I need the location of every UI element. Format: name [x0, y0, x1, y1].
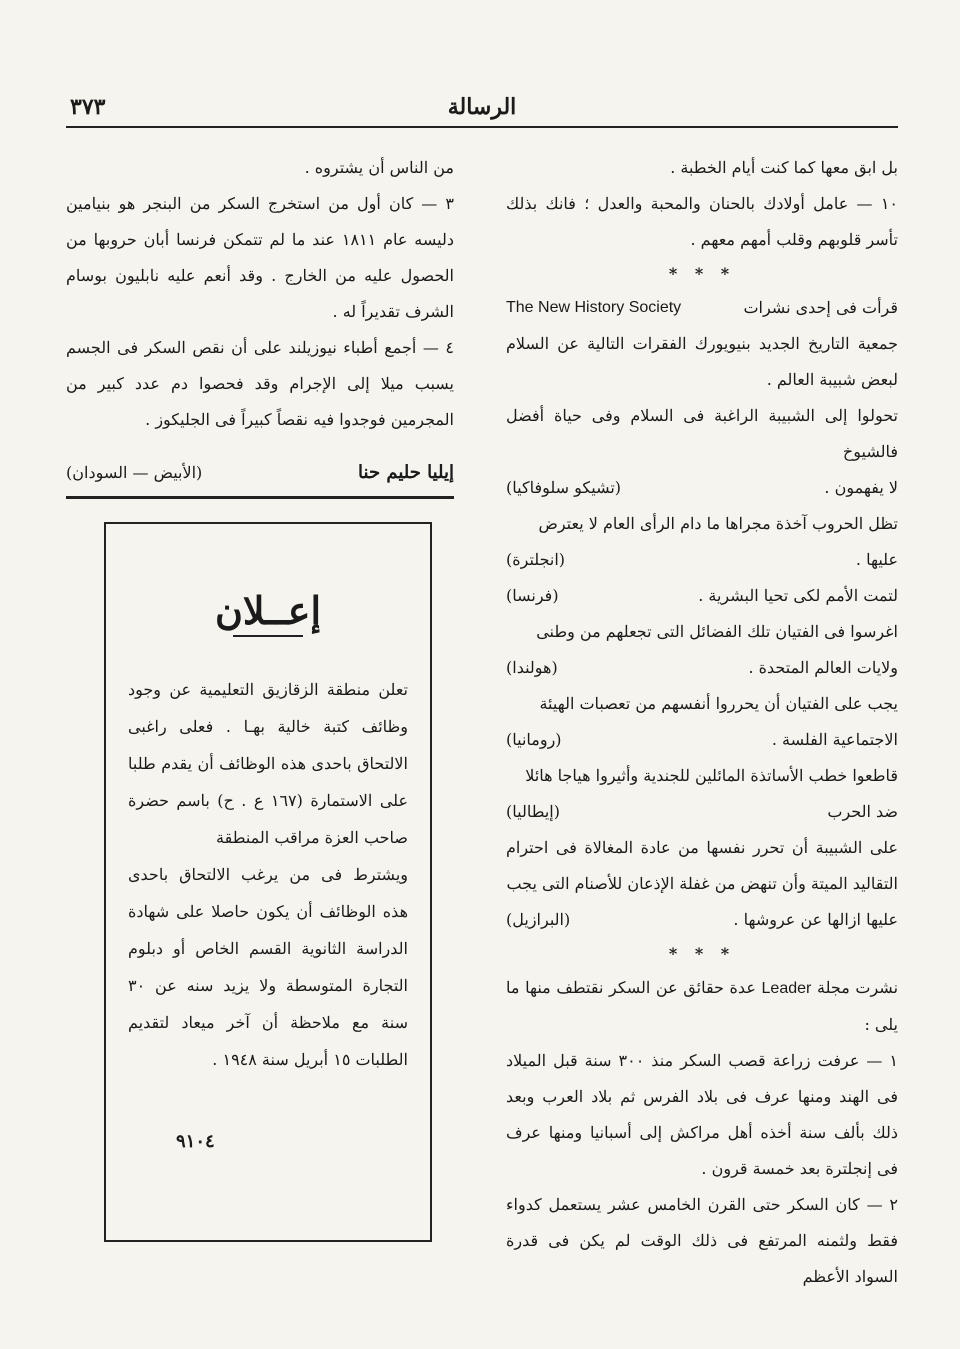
right-column: [506, 150, 898, 1295]
english-title: Leader: [761, 980, 812, 997]
paragraph: ١ — عرفت زراعة قصب السكر منذ ٣٠٠ سنة قبل الميلاد فى الهند ومنها عرف فى بلاد الفرس ثم بلاد العرب وبعد ذلك بألف سنة أخذه أهل مراكش إلى أسبانيا ومنها عرف فى إنجلترة بعد خمسة قرون .: [506, 1051, 899, 1178]
page-number: ٣٧٣: [70, 94, 106, 120]
english-title: The New History Society: [506, 299, 682, 316]
quote-source: (هولندا): [506, 658, 558, 677]
quote: تحولوا إلى الشبيبة الراغبة فى السلام وفى حياة أفضل فالشيوخ: [506, 406, 898, 461]
left-column: [66, 150, 454, 490]
author-place: (الأبيض — السودان): [66, 463, 203, 482]
author-name: إيليا حليم حنا: [358, 462, 454, 483]
quote-text: الاجتماعية الفلسة .: [771, 730, 898, 749]
section-separator: * * *: [668, 264, 736, 283]
header-rule: [66, 126, 898, 128]
signature: [66, 456, 454, 490]
paragraph-text: عدة حقائق عن السكر نقتطف منها ما يلى :: [506, 978, 898, 1034]
ad-code: ٩١٠٤: [176, 1131, 215, 1152]
ad-title-underline: [233, 635, 303, 637]
ad-title: إعــلان: [214, 588, 322, 633]
quote-text: عليها ازالها عن عروشها .: [733, 910, 898, 929]
quote: يجب على الفتيان أن يحرروا أنفسهم من تعصبات الهيئة: [539, 694, 898, 713]
ad-body: [106, 671, 430, 1078]
quote-source: (انجلترة): [506, 550, 566, 569]
quote-source: (البرازيل): [506, 910, 571, 929]
quote-end-line: [506, 470, 898, 506]
quote-text: ضد الحرب: [827, 802, 898, 821]
quote-end-line: [506, 650, 898, 686]
quote-end-line: [506, 542, 898, 578]
quote-text: لتمت الأمم لكى تحيا البشرية .: [698, 586, 898, 605]
paragraph: ٣ — كان أول من استخرج السكر من البنجر هو بنيامين دليسه عام ١٨١١ عند ما لم تتمكن فرنسا أبان حروبها من الحصول عليه من الخارج . وقد أنعم عليه نابليون بوسام الشرف تقديراً له .: [66, 194, 454, 321]
paragraph-line: [506, 290, 898, 326]
ad-paragraph: تعلن منطقة الزقازيق التعليمية عن وجود وظائف كتبة خالية بهـا . فعلى راغبى الالتحاق باحدى هذه الوظائف أن يقدم طلبا على الاستمارة (١٦٧ ع . ح) باسم حضرة صاحب العزة مراقب المنطقة: [128, 680, 408, 847]
quote-end-line: [506, 902, 898, 938]
quote-end-line: [506, 722, 898, 758]
quote: تظل الحروب آخذة مجراها ما دام الرأى العام لا يعترض: [538, 514, 898, 533]
quote-end-line: [506, 794, 898, 830]
column-separator-rule: [66, 496, 454, 499]
quote-text: ولايات العالم المتحدة .: [748, 658, 898, 677]
ad-paragraph: ويشترط فى من يرغب الالتحاق باحدى هذه الوظائف أن يكون حاصلا على شهادة الدراسة الثانوية القسم الخاص أو دبلوم التجارة المتوسطة ولا يزيد سنه عن ٣٠ سنة مع ملاحظة أن آخر ميعاد لتقديم الطلبات ١٥ أبريل سنة ١٩٤٨ .: [128, 865, 408, 1069]
page-title: الرسالة: [447, 94, 517, 120]
quote-text: لا يفهمون .: [824, 478, 898, 497]
paragraph: ٢ — كان السكر حتى القرن الخامس عشر يستعمل كدواء فقط ولثمنه المرتفع فى ذلك الوقت لم يكن فى قدرة السواد الأعظم: [506, 1195, 898, 1286]
page-header: [66, 92, 898, 126]
quote-source: (فرنسا): [506, 586, 559, 605]
paragraph: جمعية التاريخ الجديد بنيويورك الفقرات التالية عن السلام لبعض شبيبة العالم .: [506, 334, 898, 389]
quote-line: [506, 578, 898, 614]
quote: قاطعوا خطب الأساتذة المائلين للجندية وأثيروا هياجا هائلا: [525, 766, 898, 785]
advertisement-box: [104, 522, 432, 1242]
paragraph: [506, 970, 898, 1043]
quote-source: (إيطاليا): [506, 802, 560, 821]
paragraph: ١٠ — عامل أولادك بالحنان والمحبة والعدل ؛ فانك بذلك تأسر قلوبهم وقلب أمهم معهم .: [506, 194, 898, 249]
quote: اغرسوا فى الفتيان تلك الفضائل التى تجعلهم من وطنى: [536, 622, 898, 641]
quote-source: (تشيكو سلوفاكيا): [506, 478, 622, 497]
paragraph: بل ابق معها كما كنت أيام الخطبة .: [670, 158, 898, 177]
paragraph: ٤ — أجمع أطباء نيوزيلند على أن نقص السكر فى الجسم يسبب ميلا إلى الإجرام وقد فحصوا دم عدد كبير من المجرمين فوجدوا فيه نقصاً كبيراً فى الجليكوز .: [66, 338, 454, 429]
paragraph: من الناس أن يشتروه .: [304, 158, 454, 177]
section-separator: * * *: [668, 944, 736, 963]
paragraph-text: نشرت مجلة: [817, 978, 899, 997]
quote: على الشبيبة أن تحرر نفسها من عادة المغالاة فى احترام التقاليد الميتة وأن تنهض من غفلة الإذعان للأصنام التى يجب: [506, 838, 898, 893]
paragraph-text: قرأت فى إحدى نشرات: [743, 298, 898, 317]
quote-text: عليها .: [855, 550, 898, 569]
quote-source: (رومانيا): [506, 730, 562, 749]
